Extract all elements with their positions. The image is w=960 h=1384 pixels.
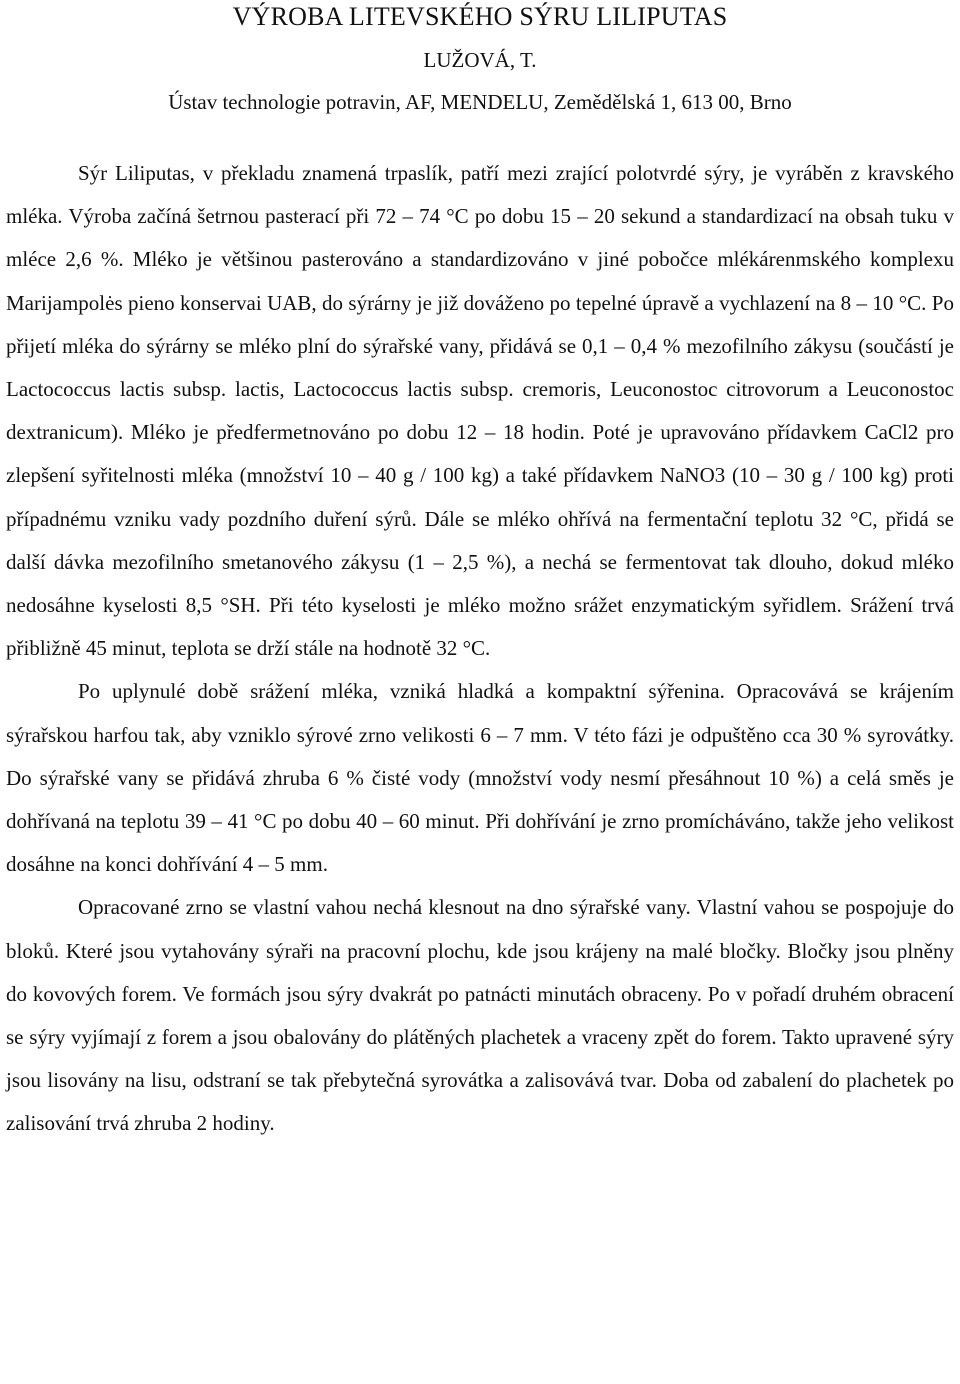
paragraph-production-start: Sýr Liliputas, v překladu znamená trpaslík, patří mezi zrající polotvrdé sýry, je vyráběn z kravského mléka. Výroba začíná šetrnou pasterací při 72 – 74 °C po dobu 15 – 20 sekund a standardizací na obsah tuku v mléce 2,6 %. Mléko je většinou pasterováno a standardizováno v jiné pobočce mlékárenmského komplexu Marijampolės pieno konservai UAB, do sýrárny je již dováženo po tepelné úpravě a vychlazení na 8 – 10 °C. Po přijetí mléka do sýrárny se mléko plní do sýrařské vany, přidává se 0,1 – 0,4 % mezofilního zákysu (součástí je Lactococcus lactis subsp. lactis, Lactococcus lactis subsp. cremoris, Leuconostoc citrovorum a Leuconostoc dextranicum). Mléko je předfermetnováno po dobu 12 – 18 hodin. Poté je upravováno přídavkem CaCl2 pro zlepšení syřitelnosti mléka (množství 10 – 40 g / 100 kg) a také přídavkem NaNO3 (10 – 30 g / 100 kg) proti případnému vzniku vady pozdního duření sýrů. Dále se mléko ohřívá na fermentační teplotu 32 °C, přidá se další dávka mezofilního smetanového zákysu (1 – 2,5 %), a nechá se fermentovat tak dlouho, dokud mléko nedosáhne kyselosti 8,5 °SH. Při této kyselosti je mléko možno srážet enzymatickým syřidlem. Srážení trvá přibližně 45 minut, teplota se drží stále na hodnotě 32 °C. (6, 161, 954, 661)
author-name: LUŽOVÁ, T. (423, 48, 537, 72)
body-text (6, 152, 954, 1146)
paragraph-moulding-pressing: Opracované zrno se vlastní vahou nechá klesnout na dno sýrařské vany. Vlastní vahou se pospojuje do bloků. Které jsou vytahovány sýraři na pracovní plochu, kde jsou krájeny na malé bločky. Bločky jsou plněny do kovových forem. Ve formách jsou sýry dvakrát po patnácti minutách obraceny. Po v pořadí druhém obracení se sýry vyjímají z forem a jsou obalovány do plátěných plachetek a vraceny zpět do forem. Takto upravené sýry jsou lisovány na lisu, odstraní se tak přebytečná syrovátka a zalisovává tvar. Doba od zabalení do plachetek po zalisování trvá zhruba 2 hodiny. (6, 895, 954, 1136)
document-page (6, 0, 954, 1146)
document-title: VÝROBA LITEVSKÉHO SÝRU LILIPUTAS (232, 2, 728, 31)
author-affiliation: Ústav technologie potravin, AF, MENDELU, Zemědělská 1, 613 00, Brno (168, 90, 792, 114)
paragraph-curd-processing: Po uplynulé době srážení mléka, vzniká hladká a kompaktní sýřenina. Opracovává se krájením sýrařskou harfou tak, aby vzniklo sýrové zrno velikosti 6 – 7 mm. V této fázi je odpuštěno cca 30 % syrovátky. Do sýrařské vany se přidává zhruba 6 % čisté vody (množství vody nesmí přesáhnout 10 %) a celá směs je dohřívaná na teplotu 39 – 41 °C po dobu 40 – 60 minut. Při dohřívání je zrno promícháváno, takže jeho velikost dosáhne na konci dohřívání 4 – 5 mm. (6, 679, 954, 877)
